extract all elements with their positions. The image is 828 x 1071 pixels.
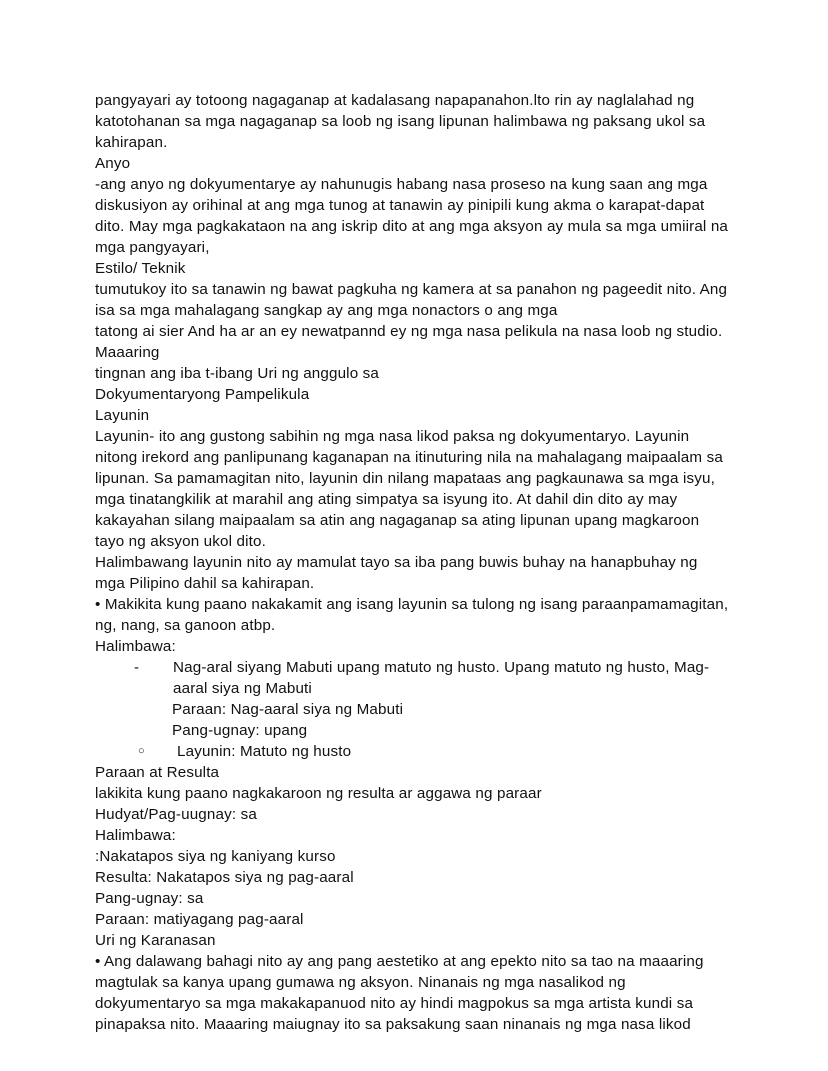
paragraph-hudyat-pag-uugnay: Hudyat/Pag-uugnay: sa: [95, 806, 257, 823]
paragraph-layunin-2: Halimbawang layunin nito ay mamulat tayo sa iba pang buwis buhay na hanapbuhay ng mga Pilipino dahil sa kahirapan.: [95, 554, 702, 592]
heading-dokyumentaryong-pampelikula: Dokyumentaryong Pampelikula: [95, 386, 310, 403]
paragraph-anyo: -ang anyo ng dokyumentarye ay nahunugis habang nasa proseso na kung saan ang mga diskusiyon ay orihinal at ang mga tunog at tanawin ay pinipili kung akma o karapat-dapat dito. May mga pagkakataon na ang iskrip dito at ang mga aksyon ay mula sa mga umiiral na mga pangyayari,: [95, 176, 733, 256]
paragraph-paraan: Paraan: matiyagang pag-aaral: [95, 911, 304, 928]
paragraph-lakikita: lakikita kung paano nagkakaroon ng resulta ar aggawa ng paraar: [95, 785, 542, 802]
paragraph-dalawang-bahagi: • Ang dalawang bahagi nito ay ang pang aestetiko at ang epekto nito sa tao na maaaring magtulak sa kanya upang gumawa ng aksyon. Ninanais ng mga nasalikod ng dokyumentaryo sa mga makakapanuod nito ay hindi magpokus sa mga artista kundi sa pinapaksa nito. Maaaring maiugnay ito sa paksakung saan ninanais ng mga nasa likod: [95, 953, 708, 1033]
document-text-body: [95, 90, 733, 1035]
dash-marker-icon: -: [134, 659, 140, 676]
heading-uri-ng-karanasan: Uri ng Karanasan: [95, 932, 216, 949]
heading-estilo-teknik: Estilo/ Teknik: [95, 260, 186, 277]
heading-anyo: Anyo: [95, 155, 131, 172]
paragraph-estilo-2: tatong ai sier And ha ar an ey newatpannd ey ng mga nasa pelikula na nasa loob ng studio. Maaaring: [95, 323, 727, 361]
heading-halimbawa-2: Halimbawa:: [95, 827, 176, 844]
list-item-label: Layunin: Matuto ng husto: [177, 743, 352, 760]
paragraph-nakatapos: :Nakatapos siya ng kaniyang kurso: [95, 848, 336, 865]
heading-paraan-at-resulta: Paraan at Resulta: [95, 764, 220, 781]
list-item: [95, 657, 729, 699]
list-item-label: Nag-aral siyang Mabuti upang matuto ng husto. Upang matuto ng husto, Mag-aaral siya ng Mabuti: [173, 659, 710, 697]
heading-layunin: Layunin: [95, 407, 150, 424]
list-item: [95, 741, 729, 762]
paragraph-resulta: Resulta: Nakatapos siya ng pag-aaral: [95, 869, 354, 886]
heading-halimbawa-1: Halimbawa:: [95, 638, 176, 655]
paragraph-estilo-3: tingnan ang iba t-ibang Uri ng anggulo sa: [95, 365, 380, 382]
paragraph-makikita-bullet: • Makikita kung paano nakakamit ang isang layunin sa tulong ng isang paraanpamamagitan, ng, nang, sa ganoon atbp.: [95, 596, 733, 634]
paragraph-layunin-1: Layunin- ito ang gustong sabihin ng mga nasa likod paksa ng dokyumentaryo. Layunin nitong irekord ang panlipunang kaganapan na itinuturing nila na mahalagang maipaalam sa lipunan. Sa pamamagitan nito, layunin din nilang mapataas ang pagkaunawa sa mga isyu, mga tinatangkilik at marahil ang ating simpatya sa isyung ito. At dahil din dito ay may kakayahan silang maipaalam sa atin ang nagaganap sa ating lipunan upang magkaroon tayo ng aksyon ukol dito.: [95, 428, 728, 550]
paragraph-estilo-1: tumutukoy ito sa tanawin ng bawat pagkuha ng kamera at sa panahon ng pageedit nito. Ang isa sa mga mahalagang sangkap ay ang mga nonactors o ang mga: [95, 281, 732, 319]
list-item-continuation: Paraan: Nag-aaral siya ng Mabuti: [172, 701, 404, 718]
hollow-circle-marker-icon: ○: [138, 745, 145, 757]
paragraph-pang-ugnay: Pang-ugnay: sa: [95, 890, 204, 907]
example-list: [95, 657, 729, 762]
list-item-continuation: Pang-ugnay: upang: [172, 722, 308, 739]
paragraph-pangyayari: pangyayari ay totoong nagaganap at kadalasang napapanahon.lto rin ay naglalahad ng katotohanan sa mga nagaganap sa loob ng isang lipunan halimbawa ng paksang ukol sa kahirapan.: [95, 92, 710, 151]
